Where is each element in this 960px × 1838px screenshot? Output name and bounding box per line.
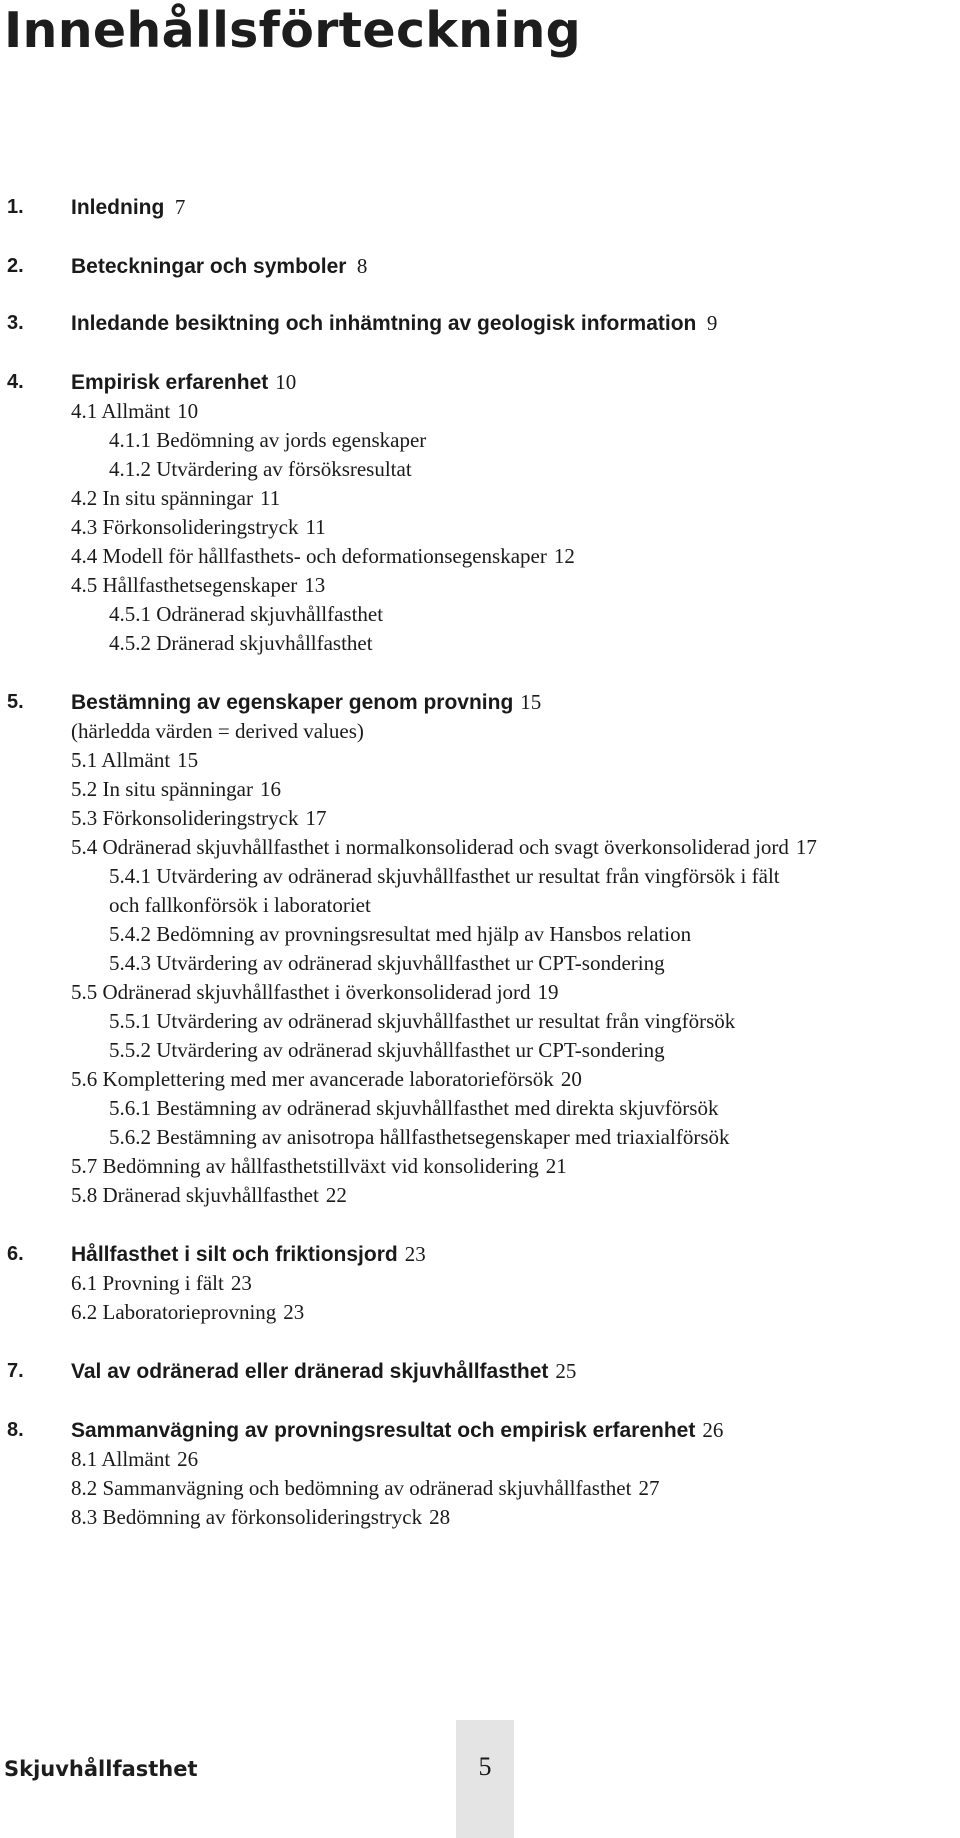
toc-entry-title: 6.2 Laboratorieprovning [71, 1300, 277, 1324]
toc-entry-title: 5.5 Odränerad skjuvhållfasthet i överkonsoliderad jord [71, 980, 531, 1004]
toc-entry-title: 5.4 Odränerad skjuvhållfasthet i normalkonsoliderad och svagt överkonsoliderad jord [71, 835, 789, 859]
toc-entry-title: Sammanvägning av provningsresultat och empirisk erfarenhet [71, 1419, 696, 1442]
toc-page-number: 23 [230, 1271, 252, 1295]
toc-entry-title: 4.5.2 Dränerad skjuvhållfasthet [109, 631, 373, 655]
toc-entry-title: Inledande besiktning och inhämtning av geologisk information [71, 312, 697, 335]
toc-page-number: 22 [325, 1183, 347, 1207]
toc-page-number: 13 [304, 573, 326, 597]
toc-page-number: 9 [706, 311, 718, 335]
toc-page-number: 26 [177, 1447, 199, 1471]
toc-chapter-number: 5. [7, 691, 24, 713]
toc-page-number: 12 [553, 544, 575, 568]
page-number: 5 [478, 1752, 492, 1781]
toc-page-number: 15 [520, 690, 542, 714]
toc-chapter-number: 7. [7, 1360, 24, 1382]
toc-page-number: 21 [545, 1154, 567, 1178]
toc-entry-title: 4.2 In situ spänningar [71, 486, 253, 510]
toc-page-number: 19 [537, 980, 559, 1004]
toc-chapter-number: 8. [7, 1419, 24, 1441]
toc-entry-title: Empirisk erfarenhet [71, 371, 269, 394]
toc-page-number: 10 [177, 399, 199, 423]
toc-entry-title: 8.1 Allmänt [71, 1447, 171, 1471]
toc-entry-title: 5.4.1 Utvärdering av odränerad skjuvhållfasthet ur resultat från vingförsök i fält [109, 864, 780, 888]
toc-entry-title: 5.8 Dränerad skjuvhållfasthet [71, 1183, 319, 1207]
toc-page-number: 7 [174, 195, 186, 219]
toc-page-number: 20 [560, 1067, 582, 1091]
toc-entry-title: 5.7 Bedömning av hållfasthetstillväxt vid konsolidering [71, 1154, 539, 1178]
toc-entry-title: 4.1.2 Utvärdering av försöksresultat [109, 457, 412, 481]
toc-entry-title: 5.6.1 Bestämning av odränerad skjuvhållfasthet med direkta skjuvförsök [109, 1096, 719, 1120]
toc-page-number: 23 [404, 1242, 426, 1266]
toc-entry-title: Hållfasthet i silt och friktionsjord [71, 1243, 398, 1266]
toc-entry-title: 4.1.1 Bedömning av jords egenskaper [109, 428, 427, 452]
toc-entry-title: 5.4.3 Utvärdering av odränerad skjuvhållfasthet ur CPT-sondering [109, 951, 665, 975]
toc-page-number: 17 [795, 835, 817, 859]
toc-page-number: 16 [259, 777, 281, 801]
toc-chapter-number: 1. [7, 196, 24, 218]
toc-entry-title: 6.1 Provning i fält [71, 1271, 224, 1295]
toc-entry-title: Inledning [71, 196, 165, 219]
toc-entry-title: 4.1 Allmänt [71, 399, 171, 423]
page-title: Innehållsförteckning [4, 2, 582, 59]
toc-entry-title: 5.1 Allmänt [71, 748, 171, 772]
toc-page-number: 8 [356, 254, 368, 278]
toc-page-number: 11 [259, 486, 281, 510]
toc-entry-title: 5.6 Komplettering med mer avancerade laboratorieförsök [71, 1067, 554, 1091]
toc-chapter-number: 3. [7, 312, 24, 334]
toc-page-number: 23 [283, 1300, 305, 1324]
toc-chapter-number: 6. [7, 1243, 24, 1265]
toc-entry-title: 5.2 In situ spänningar [71, 777, 253, 801]
toc-page-number: 11 [305, 515, 326, 539]
toc-page-number: 26 [702, 1418, 724, 1442]
toc-page-number: 10 [275, 370, 297, 394]
toc-entry-title: 8.2 Sammanvägning och bedömning av odränerad skjuvhållfasthet [71, 1476, 632, 1500]
toc-chapter-number: 4. [7, 371, 24, 393]
toc-entry-title: 5.3 Förkonsolideringstryck [71, 806, 299, 830]
toc-entry-title: Bestämning av egenskaper genom provning [71, 691, 514, 714]
toc-entry-title: 4.5 Hållfasthetsegenskaper [71, 573, 298, 597]
toc-entry-title: och fallkonförsök i laboratoriet [109, 893, 371, 917]
toc-chapter-number: 2. [7, 255, 24, 277]
toc-entry-title: Val av odränerad eller dränerad skjuvhållfasthet [71, 1360, 549, 1383]
running-title: Skjuvhållfasthet [4, 1757, 198, 1781]
toc-page-number: 17 [305, 806, 327, 830]
toc-page-number: 25 [555, 1359, 577, 1383]
toc-entry-title: 5.4.2 Bedömning av provningsresultat med hjälp av Hansbos relation [109, 922, 692, 946]
toc-entry-title: 8.3 Bedömning av förkonsolideringstryck [71, 1505, 423, 1529]
toc-entry-title: 4.4 Modell för hållfasthets- och deformationsegenskaper [71, 544, 547, 568]
toc-page-number: 27 [638, 1476, 660, 1500]
toc-entry-title: (härledda värden = derived values) [71, 719, 364, 743]
toc-entry-title: 4.5.1 Odränerad skjuvhållfasthet [109, 602, 384, 626]
toc-page-number: 15 [177, 748, 199, 772]
toc-entry-title: 5.5.2 Utvärdering av odränerad skjuvhållfasthet ur CPT-sondering [109, 1038, 665, 1062]
toc-entry-title: 5.5.1 Utvärdering av odränerad skjuvhållfasthet ur resultat från vingförsök [109, 1009, 736, 1033]
toc-entry-title: 4.3 Förkonsolideringstryck [71, 515, 299, 539]
toc-entry-title: Beteckningar och symboler [71, 255, 347, 278]
toc-entry-title: 5.6.2 Bestämning av anisotropa hållfasthetsegenskaper med triaxialförsök [109, 1125, 730, 1149]
toc-page-number: 28 [429, 1505, 451, 1529]
